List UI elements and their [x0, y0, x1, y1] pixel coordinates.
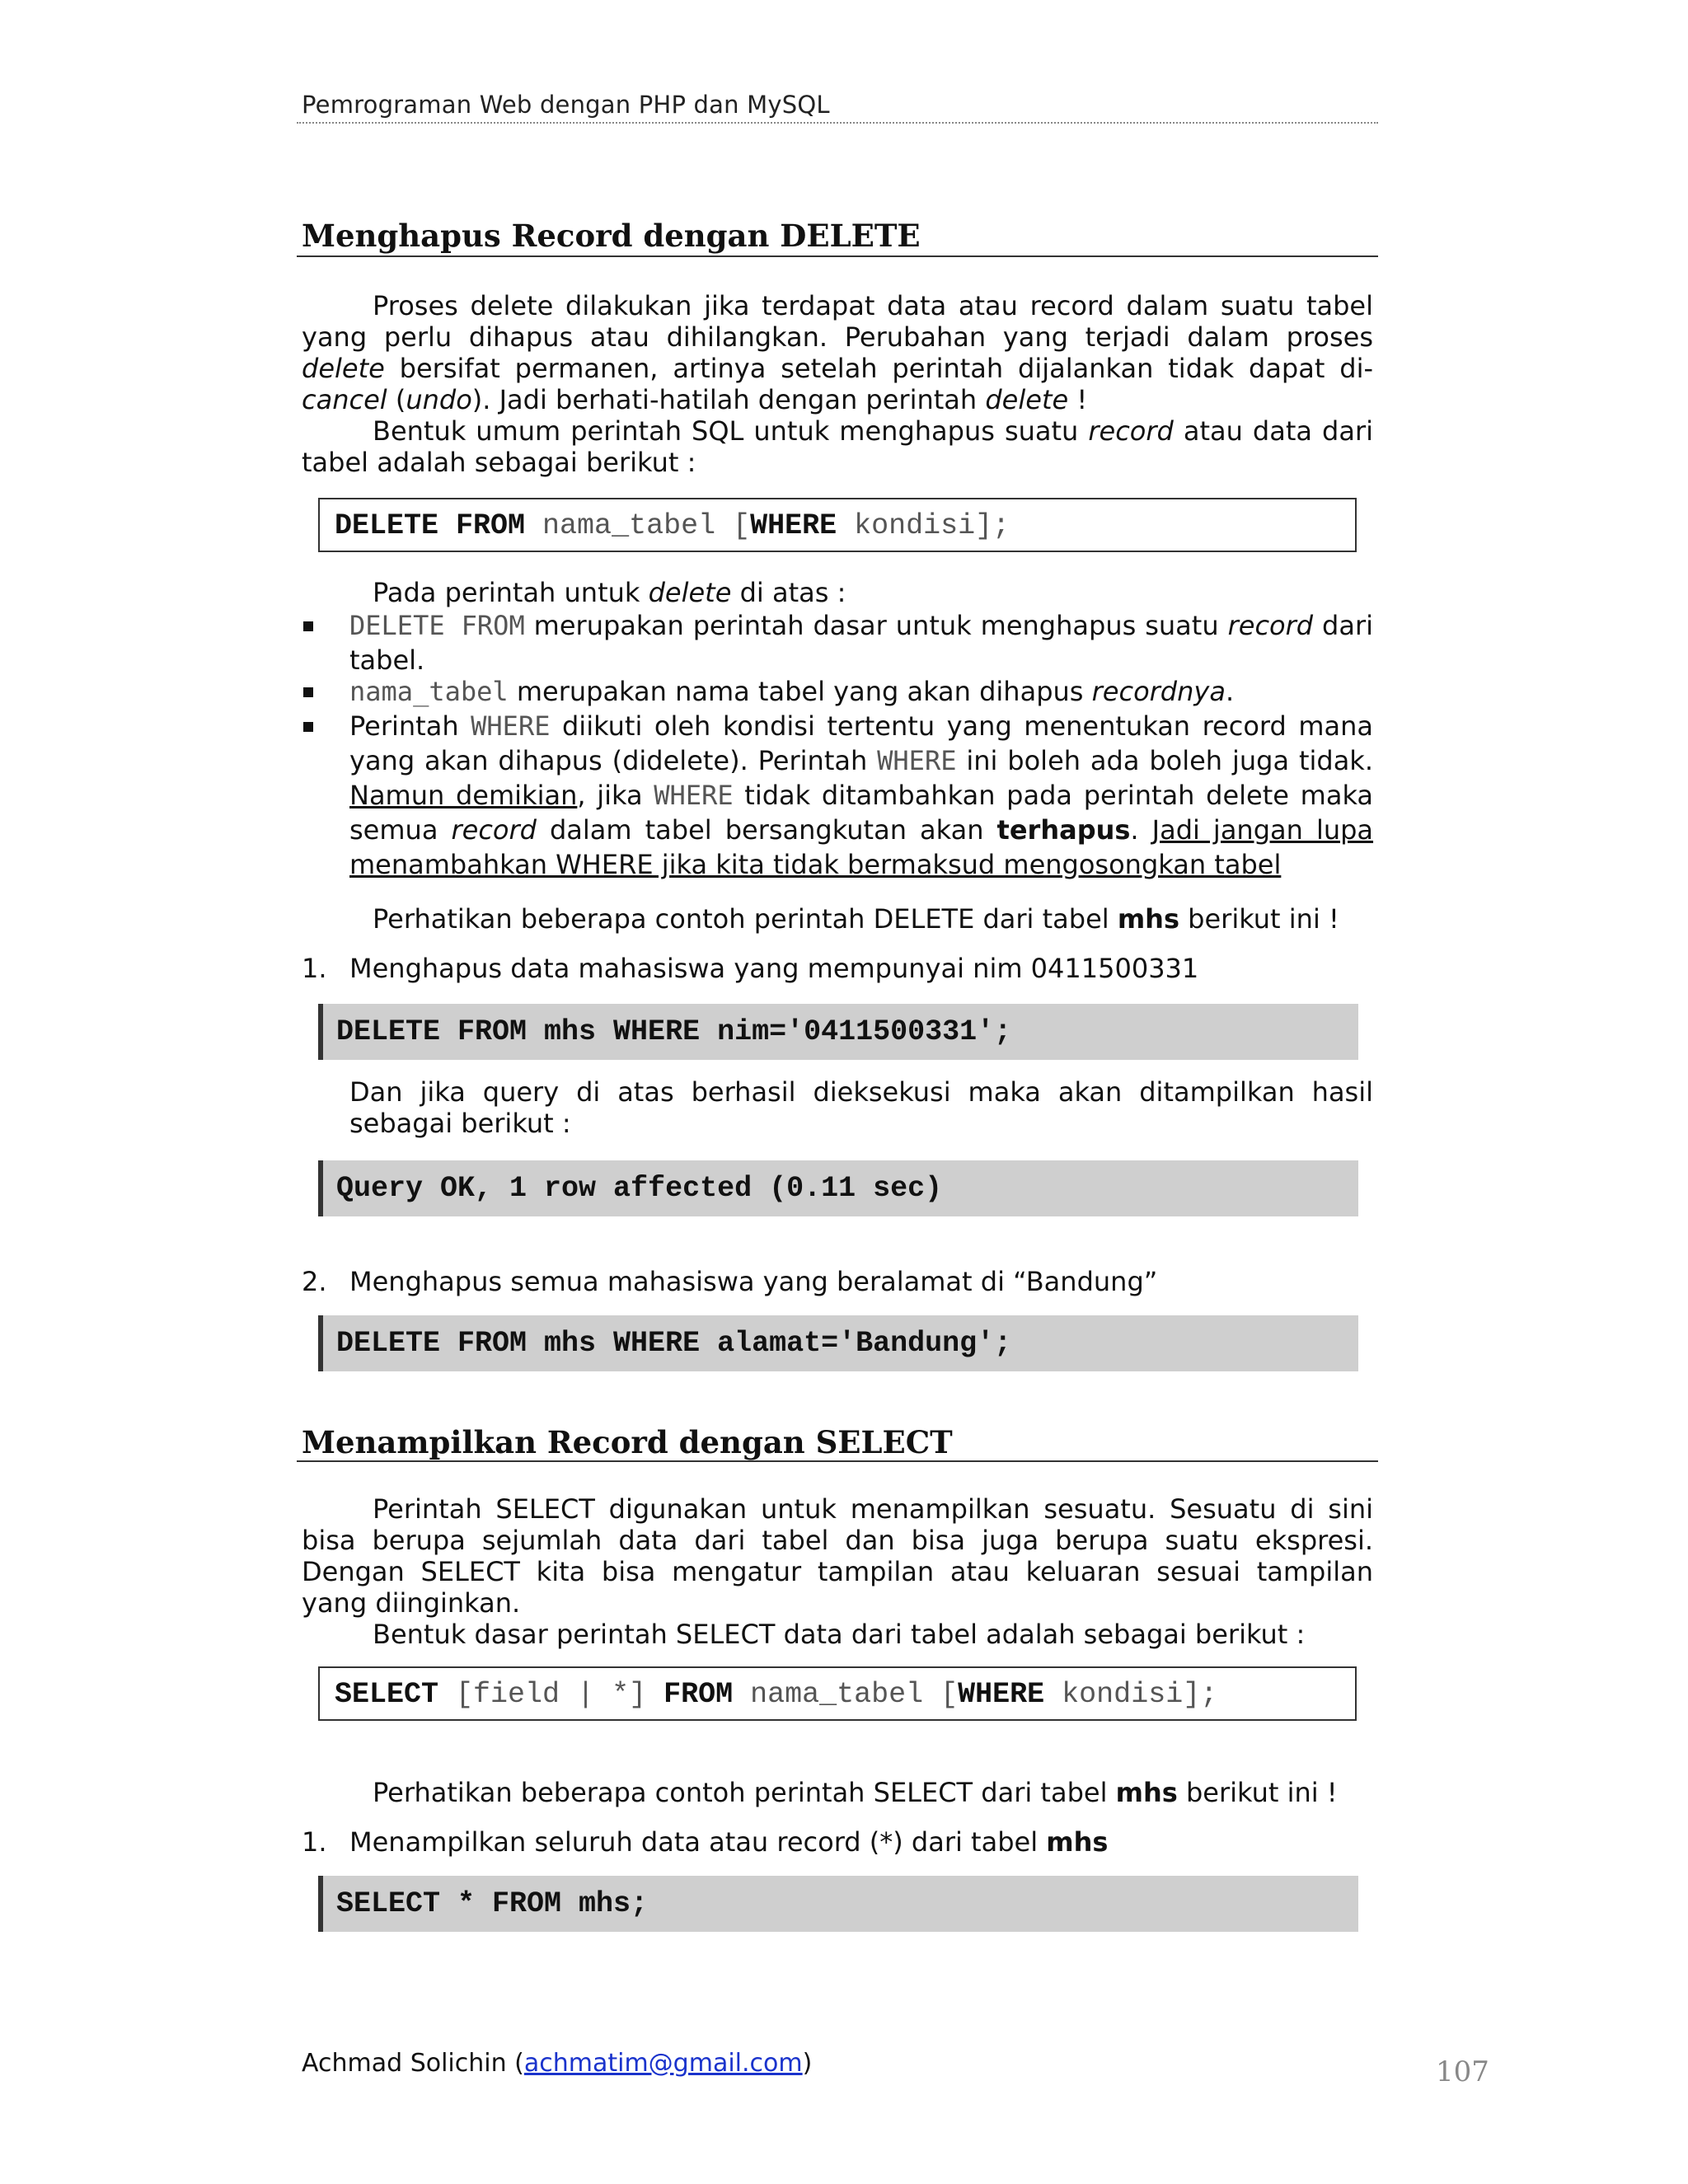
section-divider-delete [297, 255, 1378, 257]
select-example-1-code: SELECT * FROM mhs; [318, 1876, 1358, 1932]
select-intro-paragraph-1: Perintah SELECT digunakan untuk menampilkan sesuatu. Sesuatu di sini bisa berupa sejumlah data dari tabel dan bisa juga berupa suatu ekspresi. Dengan SELECT kita bisa mengatur tampilan atau keluaran sesuai tampilan yang diinginkan. [302, 1493, 1373, 1619]
delete-example-1-result: Query OK, 1 row affected (0.11 sec) [318, 1160, 1358, 1216]
delete-example-1-code: DELETE FROM mhs WHERE nim='0411500331'; [318, 1004, 1358, 1060]
delete-intro-paragraph-2: Bentuk umum perintah SQL untuk menghapus suatu record atau data dari tabel adalah sebagai berikut : [302, 415, 1374, 478]
section-title-delete: Menghapus Record dengan DELETE [302, 218, 921, 254]
running-header: Pemrograman Web dengan PHP dan MySQL [302, 91, 830, 119]
header-divider [297, 122, 1378, 124]
delete-intro [302, 290, 1373, 478]
select-syntax-box: SELECT [field | *] FROM nama_tabel [WHERE kondisi]; [318, 1666, 1357, 1721]
list-number: 1. [302, 1826, 327, 1858]
section-title-select: Menampilkan Record dengan SELECT [302, 1424, 953, 1460]
footer-author: Achmad Solichin (achmatim@gmail.com) [302, 2049, 813, 2078]
list-number: 1. [302, 953, 327, 984]
list-number: 2. [302, 1266, 327, 1297]
delete-notes-intro: Pada perintah untuk delete di atas : [373, 577, 846, 608]
delete-example-2-code: DELETE FROM mhs WHERE alamat='Bandung'; [318, 1315, 1358, 1371]
select-intro [302, 1493, 1373, 1650]
delete-example-1-text: Menghapus data mahasiswa yang mempunyai nim 0411500331 [349, 953, 1199, 984]
delete-syntax-box: DELETE FROM nama_tabel [WHERE kondisi]; [318, 498, 1357, 552]
bullet-item-nama-tabel: nama_tabel merupakan nama tabel yang akan dihapus recordnya. [349, 676, 1235, 707]
delete-examples-intro: Perhatikan beberapa contoh perintah DELETE dari tabel mhs berikut ini ! [373, 903, 1339, 935]
delete-example-2-text: Menghapus semua mahasiswa yang beralamat di “Bandung” [349, 1266, 1158, 1297]
select-examples-intro: Perhatikan beberapa contoh perintah SELECT dari tabel mhs berikut ini ! [373, 1777, 1338, 1808]
bullet-item-where: Perintah WHERE diikuti oleh kondisi tertentu yang menentukan record mana yang akan dihapus (didelete). Perintah WHERE ini boleh ada boleh juga tidak. Namun demikian, jika WHERE tidak ditambahkan pada perintah delete maka semua record dalam tabel bersangkutan akan terhapus. Jadi jangan lupa menambahkan WHERE jika kita tidak bermaksud mengosongkan tabel [349, 710, 1374, 880]
bullet-marker [303, 621, 313, 631]
bullet-marker [303, 722, 313, 732]
delete-intro-paragraph-1: Proses delete dilakukan jika terdapat data atau record dalam suatu tabel yang perlu dihapus atau dihilangkan. Perubahan yang terjadi dalam proses delete bersifat permanen, artinya setelah perintah dijalankan tidak dapat di-cancel (undo). Jadi berhati-hatilah dengan perintah delete ! [302, 290, 1373, 415]
bullet-item-delete-from: DELETE FROM merupakan perintah dasar untuk menghapus suatu record dari tabel. [349, 610, 1374, 676]
author-email-link[interactable]: achmatim@gmail.com [523, 2049, 803, 2078]
bullet-marker [303, 687, 313, 697]
select-intro-paragraph-2: Bentuk dasar perintah SELECT data dari tabel adalah sebagai berikut : [373, 1619, 1306, 1650]
page-number: 107 [1436, 2055, 1489, 2088]
section-divider-select [297, 1460, 1378, 1462]
select-example-1-text: Menampilkan seluruh data atau record (*) dari tabel mhs [349, 1826, 1109, 1858]
delete-example-1-result-intro: Dan jika query di atas berhasil dieksekusi maka akan ditampilkan hasil sebagai berikut : [349, 1076, 1373, 1139]
